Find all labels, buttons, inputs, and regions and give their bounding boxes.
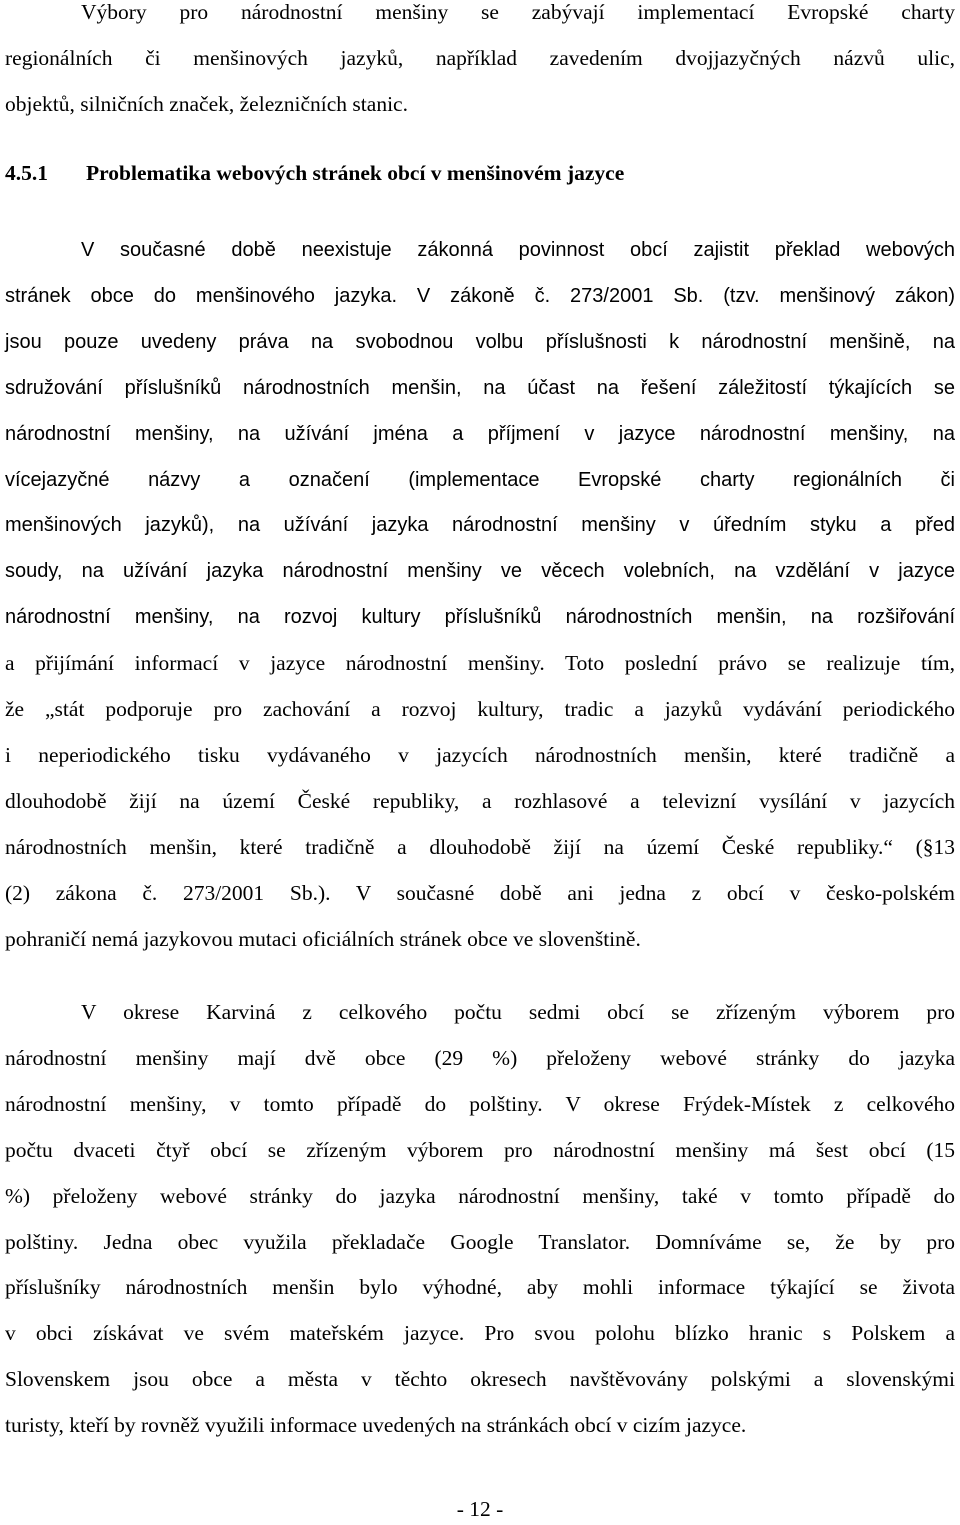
text-line: v obci získávat ve svém mateřském jazyce. Pro svou polohu blízko hranic s Polskem a [5,1321,955,1346]
text-line: že „stát podporuje pro zachování a rozvoj kultury, tradic a jazyků vydávání periodického [5,697,955,722]
text-line: %) přeloženy webové stránky do jazyka národnostní menšiny, také v tomto případě do [5,1183,955,1208]
text-line: polštiny. Jedna obec využila překladače Google Translator. Domníváme se, že by pro [5,1229,955,1254]
text-line: Slovenskem jsou obce a města v těchto okresech navštěvovány polskými a slovenskými [5,1367,955,1392]
page-number: - 12 - [456,1497,504,1521]
intro-paragraph [5,0,955,128]
text-line: dlouhodobě žijí na území České republiky, a rozhlasové a televizní vysílání v jazycích [5,788,955,813]
section-heading [5,150,624,196]
text-line: národnostních menšin, které tradičně a dlouhodobě žijí na území České republiky.“ (§13 [5,834,955,859]
paragraph-2-text [5,990,955,1449]
text-line: objektů, silničních značek, železničních stanic. [5,91,408,116]
text-line: stránek obce do menšinového jazyka. V zákoně č. 273/2001 Sb. (tzv. menšinový zákon) [5,284,955,307]
paragraph-districts [5,990,955,1449]
text-line: sdružování příslušníků národnostních menšin, na účast na řešení záležitostí týkajících se [5,376,955,399]
text-line: národnostní menšiny, na rozvoj kultury příslušníků národnostních menšin, na rozšiřování [5,606,955,629]
text-line: turisty, kteří by rovněž využili informace uvedených na stránkách obcí v cizím jazyce. [5,1413,747,1438]
section-title: Problematika webových stránek obcí v menšinovém jazyce [86,161,625,185]
text-line: národnostní menšiny, na užívání jména a příjmení v jazyce národnostní menšiny, na [5,422,955,445]
intro-text [5,0,955,128]
paragraph-legal-context [5,228,955,963]
text-line: regionálních či menšinových jazyků, například zavedením dvojjazyčných názvů ulic, [5,45,955,70]
text-line: menšinových jazyků), na užívání jazyka národnostní menšiny v úředním styku a před [5,514,955,537]
text-line: národnostní menšiny, v tomto případě do polštiny. V okrese Frýdek-Místek z celkového [5,1091,955,1116]
text-line: Výbory pro národnostní menšiny se zabývají implementací Evropské charty [81,0,955,24]
paragraph-1-text [5,228,955,963]
text-line: a přijímání informací v jazyce národnostní menšiny. Toto poslední právo se realizuje tím, [5,651,955,676]
text-line: V současné době neexistuje zákonná povinnost obcí zajistit překlad webových [81,239,955,261]
text-line: národnostní menšiny mají dvě obce (29 %) přeloženy webové stránky do jazyka [5,1045,955,1070]
text-line: počtu dvaceti čtyř obcí se zřízeným výborem pro národnostní menšiny má šest obcí (15 [5,1137,955,1162]
text-line: pohraničí nemá jazykovou mutaci oficiálních stránek obce ve slovenštině. [5,926,641,951]
text-line: (2) zákona č. 273/2001 Sb.). V současné době ani jedna z obcí v česko-polském [5,880,955,905]
text-line: soudy, na užívání jazyka národnostní menšiny ve věcech volebních, na vzdělání v jazyce [5,560,955,583]
text-line: jsou pouze uvedeny práva na svobodnou volbu příslušnosti k národnostní menšině, na [5,330,955,353]
text-line: V okrese Karviná z celkového počtu sedmi obcí se zřízeným výborem pro [81,1000,955,1024]
text-line: příslušníky národnostních menšin bylo výhodné, aby mohli informace týkající se života [5,1275,955,1300]
text-line: vícejazyčné názvy a označení (implementace Evropské charty regionálních či [5,468,955,491]
text-line: i neperiodického tisku vydávaného v jazycích národnostních menšin, které tradičně a [5,742,955,767]
section-number: 4.5.1 [5,161,48,185]
